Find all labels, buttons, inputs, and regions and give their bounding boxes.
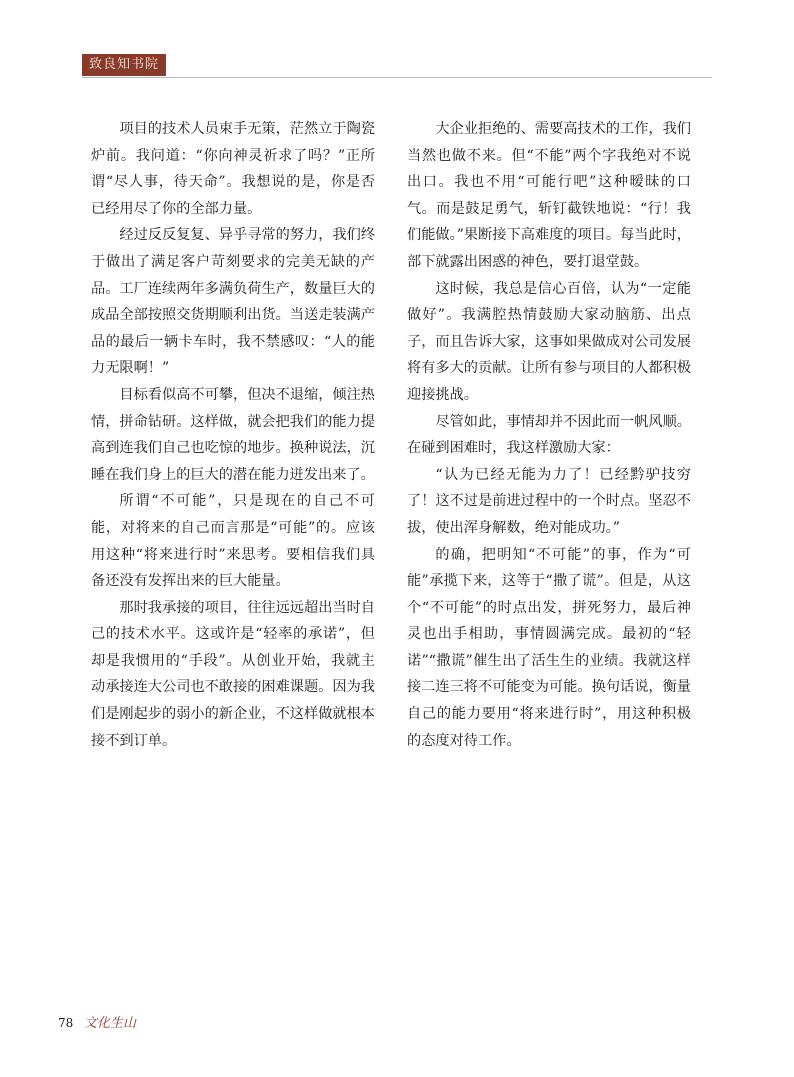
section-label: 致良知书院 bbox=[82, 54, 166, 76]
magazine-logo: 文化生山 bbox=[84, 1016, 137, 1031]
paragraph: 经过反反复复、异乎寻常的努力，我们终于做出了满足客户苛刻要求的完美无缺的产品。工厂连续两年多满负荷生产，数量巨大的成品全部按照交货期顺利出货。当送走装满产品的最后一辆卡车时，我不禁感叹：“人的能力无限啊！” bbox=[91, 227, 375, 377]
paragraph: 项目的技术人员束手无策，茫然立于陶瓷炉前。我问道：“你向神灵祈求了吗？”正所谓“尽人事，待天命”。我想说的是，你是否已经用尽了你的全部力量。 bbox=[91, 121, 375, 217]
right-column bbox=[407, 116, 691, 754]
paragraph: 所谓“不可能”，只是现在的自己不可能，对将来的自己而言那是“可能”的。应该用这种“将来进行时”来思考。要相信我们具备还没有发挥出来的巨大能量。 bbox=[91, 493, 375, 590]
left-column bbox=[91, 116, 375, 754]
paragraph: 的确，把明知“不可能”的事，作为“可能”承揽下来，这等于“撒了谎”。但是，从这个“不可能”的时点出发，拼死努力，最后神灵也出手相助，事情圆满完成。最初的“轻诺”“撒谎”催生出了活生生的业绩。我就这样接二连三将不可能变为可能。换句话说，衡量自己的能力要用“将来进行时”，用这种积极的态度对待工作。 bbox=[407, 546, 691, 749]
paragraph: 这时候，我总是信心百倍，认为“一定能做好”。我满腔热情鼓励大家动脑筋、出点子，而且告诉大家，这事如果做成对公司发展将有多大的贡献。让所有参与项目的人都积极迎接挑战。 bbox=[407, 280, 691, 403]
paragraph: 目标看似高不可攀，但决不退缩，倾注热情，拼命钻研。这样做，就会把我们的能力提高到连我们自己也吃惊的地步。换种说法，沉睡在我们身上的巨大的潜在能力迸发出来了。 bbox=[91, 386, 375, 483]
paragraph: 尽管如此，事情却并不因此而一帆风顺。在碰到困难时，我这样激励大家： bbox=[407, 413, 691, 457]
paragraph: 大企业拒绝的、需要高技术的工作，我们当然也做不来。但“不能”两个字我绝对不说出口。我也不用“可能行吧”这种暧昧的口气。而是鼓足勇气，斩钉截铁地说：“行！我们能做。”果断接下高难度的项目。每当此时，部下就露出困惑的神色，要打退堂鼓。 bbox=[407, 121, 691, 270]
paragraph: 那时我承接的项目，往往远远超出当时自己的技术水平。这或许是“轻率的承诺”，但却是我惯用的“手段”。从创业开始，我就主动承接连大公司也不敢接的困难课题。因为我们是刚起步的弱小的新企业，不这样做就根本接不到订单。 bbox=[91, 599, 375, 749]
page-number: 78 bbox=[58, 1016, 74, 1030]
header-rule bbox=[82, 77, 712, 78]
quote-paragraph: “认为已经无能为力了！已经黔驴技穷了！这不过是前进过程中的一个时点。坚忍不拔，使出浑身解数，绝对能成功。” bbox=[407, 466, 691, 536]
